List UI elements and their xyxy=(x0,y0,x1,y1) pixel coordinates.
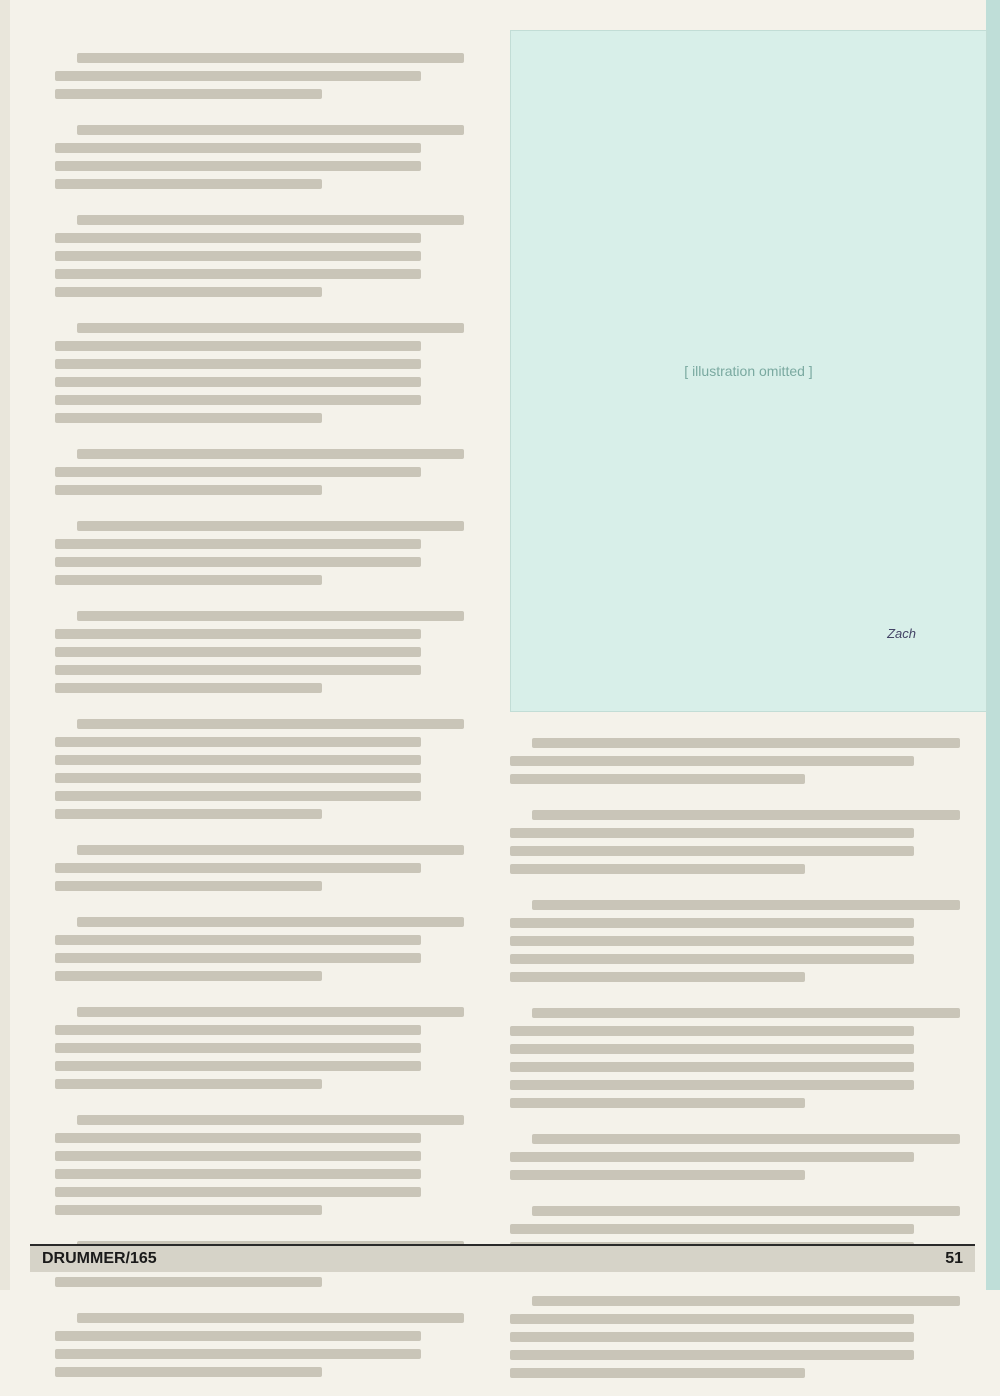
text-line-placeholder xyxy=(55,953,421,963)
text-line-placeholder xyxy=(55,737,421,747)
text-line-placeholder xyxy=(510,1170,805,1180)
text-line-placeholder xyxy=(55,71,421,81)
text-line-placeholder xyxy=(55,1043,421,1053)
text-line-placeholder xyxy=(55,1331,421,1341)
artist-signature: Zach xyxy=(887,626,916,641)
text-line-placeholder xyxy=(55,539,421,549)
text-line-placeholder xyxy=(55,89,322,99)
text-line-placeholder xyxy=(77,215,464,225)
text-line-placeholder xyxy=(55,395,421,405)
text-line-placeholder xyxy=(55,575,322,585)
text-line-placeholder xyxy=(510,846,914,856)
text-column-right xyxy=(510,730,985,1230)
text-line-placeholder xyxy=(510,1080,914,1090)
text-line-placeholder xyxy=(55,1277,322,1287)
text-line-placeholder xyxy=(55,287,322,297)
text-line-placeholder xyxy=(510,1062,914,1072)
text-line-placeholder xyxy=(55,557,421,567)
illustration-placeholder: [ illustration omitted ] xyxy=(684,363,813,379)
text-line-placeholder xyxy=(55,377,421,387)
text-line-placeholder xyxy=(532,810,960,820)
text-line-placeholder xyxy=(55,935,421,945)
text-line-placeholder xyxy=(510,1044,914,1054)
text-line-placeholder xyxy=(510,954,914,964)
text-line-placeholder xyxy=(77,323,464,333)
text-line-placeholder xyxy=(77,53,464,63)
text-line-placeholder xyxy=(55,413,322,423)
text-line-placeholder xyxy=(77,845,464,855)
text-line-placeholder xyxy=(55,629,421,639)
text-line-placeholder xyxy=(510,774,805,784)
text-line-placeholder xyxy=(77,1313,464,1323)
text-line-placeholder xyxy=(532,1008,960,1018)
text-line-placeholder xyxy=(77,917,464,927)
text-line-placeholder xyxy=(532,1134,960,1144)
text-line-placeholder xyxy=(55,1025,421,1035)
text-line-placeholder xyxy=(510,1026,914,1036)
text-line-placeholder xyxy=(55,467,421,477)
text-line-placeholder xyxy=(532,1206,960,1216)
page-number: 51 xyxy=(945,1250,963,1267)
text-line-placeholder xyxy=(55,1079,322,1089)
text-line-placeholder xyxy=(55,863,421,873)
text-line-placeholder xyxy=(55,647,421,657)
text-line-placeholder xyxy=(55,881,322,891)
text-line-placeholder xyxy=(510,936,914,946)
text-line-placeholder xyxy=(55,1367,322,1377)
text-line-placeholder xyxy=(77,125,464,135)
text-line-placeholder xyxy=(510,756,914,766)
text-line-placeholder xyxy=(532,1296,960,1306)
text-line-placeholder xyxy=(510,1152,914,1162)
text-line-placeholder xyxy=(55,1205,322,1215)
text-line-placeholder xyxy=(55,773,421,783)
text-line-placeholder xyxy=(55,233,421,243)
text-line-placeholder xyxy=(55,1061,421,1071)
page-left-margin xyxy=(0,0,10,1290)
text-line-placeholder xyxy=(55,1169,421,1179)
page-footer xyxy=(30,1244,975,1272)
text-line-placeholder xyxy=(510,1350,914,1360)
page-edge-strip xyxy=(986,0,1000,1290)
illustration-panel xyxy=(510,30,987,712)
text-line-placeholder xyxy=(77,1115,464,1125)
text-line-placeholder xyxy=(510,918,914,928)
text-line-placeholder xyxy=(55,179,322,189)
text-line-placeholder xyxy=(55,251,421,261)
text-line-placeholder xyxy=(77,611,464,621)
text-line-placeholder xyxy=(55,1151,421,1161)
text-line-placeholder xyxy=(532,900,960,910)
text-column-left xyxy=(55,45,485,1230)
text-line-placeholder xyxy=(510,1098,805,1108)
text-line-placeholder xyxy=(55,755,421,765)
text-line-placeholder xyxy=(510,1314,914,1324)
text-line-placeholder xyxy=(55,341,421,351)
text-line-placeholder xyxy=(77,521,464,531)
text-line-placeholder xyxy=(55,485,322,495)
text-line-placeholder xyxy=(55,683,322,693)
magazine-page xyxy=(40,30,970,1230)
text-line-placeholder xyxy=(77,1007,464,1017)
text-line-placeholder xyxy=(55,359,421,369)
text-line-placeholder xyxy=(55,665,421,675)
text-line-placeholder xyxy=(55,1187,421,1197)
text-line-placeholder xyxy=(55,791,421,801)
text-line-placeholder xyxy=(77,449,464,459)
text-line-placeholder xyxy=(510,972,805,982)
text-line-placeholder xyxy=(77,719,464,729)
text-line-placeholder xyxy=(510,828,914,838)
text-line-placeholder xyxy=(510,1224,914,1234)
text-line-placeholder xyxy=(55,161,421,171)
magazine-masthead: DRUMMER/165 xyxy=(42,1250,157,1267)
text-line-placeholder xyxy=(55,1349,421,1359)
text-line-placeholder xyxy=(55,269,421,279)
text-line-placeholder xyxy=(55,1133,421,1143)
text-line-placeholder xyxy=(55,143,421,153)
text-line-placeholder xyxy=(510,1332,914,1342)
text-line-placeholder xyxy=(510,864,805,874)
text-line-placeholder xyxy=(510,1368,805,1378)
text-line-placeholder xyxy=(55,809,322,819)
text-line-placeholder xyxy=(532,738,960,748)
text-line-placeholder xyxy=(55,971,322,981)
